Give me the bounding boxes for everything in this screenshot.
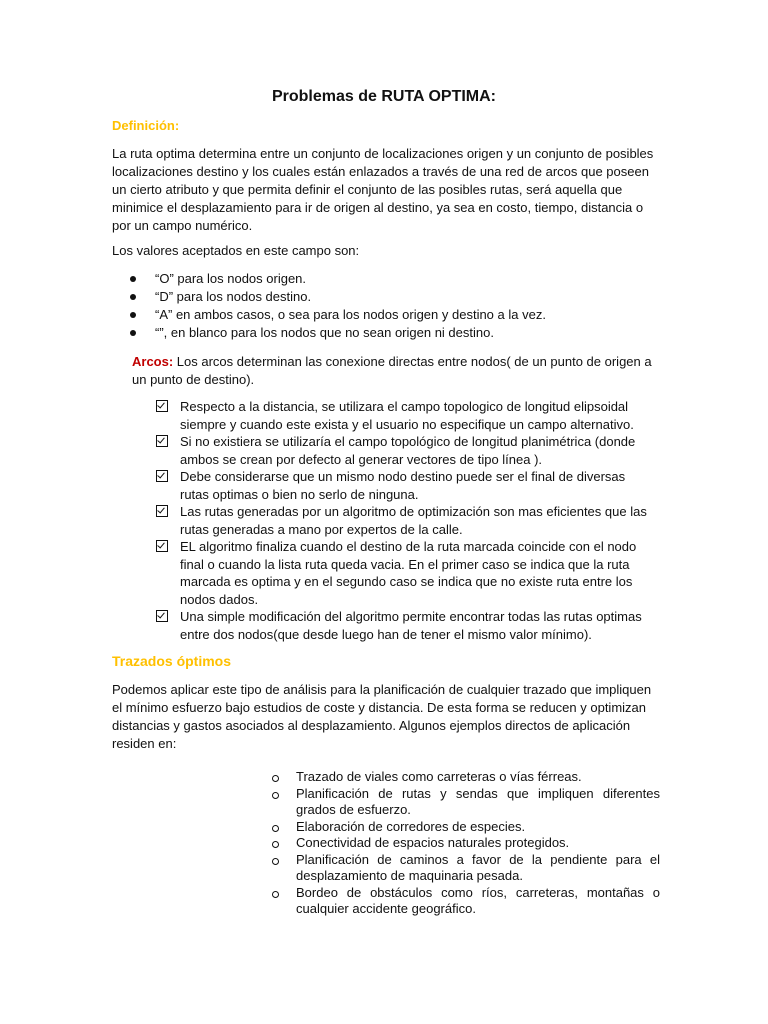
- list-item-text: Si no existiera se utilizaría el campo topológico de longitud planimétrica (donde ambos se crean por defecto al generar vectores de tipo línea ).: [180, 434, 636, 467]
- list-item-text: Conectividad de espacios naturales protegidos.: [296, 835, 570, 850]
- checkbox-checked-icon: [156, 505, 168, 517]
- list-item: [270, 819, 660, 836]
- checkbox-checked-icon: [156, 610, 168, 622]
- circle-bullet-icon: [272, 775, 279, 782]
- list-item: [270, 852, 660, 885]
- list-item-text: Las rutas generadas por un algoritmo de optimización son mas eficientes que las rutas generadas a mano por expertos de la calle.: [180, 504, 647, 537]
- checkbox-checked-icon: [156, 435, 168, 447]
- trazados-heading: Trazados óptimos: [112, 653, 232, 669]
- list-item-text: “D” para los nodos destino.: [155, 289, 312, 304]
- checkbox-checked-icon: [156, 470, 168, 482]
- list-item: [270, 786, 660, 819]
- list-item: [156, 608, 656, 643]
- list-item-text: Debe considerarse que un mismo nodo destino puede ser el final de diversas rutas optimas o bien no serlo de ninguna.: [180, 469, 626, 502]
- list-item: [130, 324, 546, 342]
- list-item-text: EL algoritmo finaliza cuando el destino de la ruta marcada coincide con el nodo final o cuando la lista ruta queda vacia. En el primer caso se indica que la ruta marcada es optima y en el segundo caso se indica que no existe ruta entre los nodos dados.: [180, 539, 637, 607]
- list-item: [156, 398, 656, 433]
- list-item: [156, 538, 656, 608]
- bullet-icon: [130, 330, 136, 336]
- list-item: [156, 468, 656, 503]
- arcos-checklist: [156, 398, 656, 643]
- list-item-text: Bordeo de obstáculos como ríos, carreteras, montañas o cualquier accidente geográfico.: [296, 884, 660, 916]
- bullet-icon: [130, 294, 136, 300]
- arcos-paragraph: [132, 353, 652, 389]
- list-item-text: Planificación de rutas y sendas que impliquen diferentes grados de esfuerzo.: [296, 785, 660, 817]
- list-item-text: “A” en ambos casos, o sea para los nodos origen y destino a la vez.: [155, 307, 546, 322]
- list-item-text: “O” para los nodos origen.: [155, 271, 307, 286]
- circle-bullet-icon: [272, 841, 279, 848]
- list-item: [156, 433, 656, 468]
- checkbox-checked-icon: [156, 540, 168, 552]
- list-item: [270, 835, 660, 852]
- values-list: [130, 270, 546, 342]
- definition-label: Definición:: [112, 118, 180, 133]
- list-item-text: Una simple modificación del algoritmo permite encontrar todas las rutas optimas entre dos nodos(que desde luego han de tener el mismo valor mínimo).: [180, 609, 642, 642]
- trazados-list: [270, 769, 660, 918]
- list-item-text: “”, en blanco para los nodos que no sean origen ni destino.: [155, 325, 494, 340]
- list-item: [130, 306, 546, 324]
- list-item-text: Elaboración de corredores de especies.: [296, 818, 526, 834]
- circle-bullet-icon: [272, 825, 279, 832]
- list-item: [270, 885, 660, 918]
- arcos-label: Arcos:: [132, 354, 174, 369]
- values-intro: Los valores aceptados en este campo son:: [112, 243, 360, 258]
- circle-bullet-icon: [272, 792, 279, 799]
- arcos-text: Los arcos determinan las conexione directas entre nodos( de un punto de origen a un punto de destino).: [132, 354, 652, 387]
- checkbox-checked-icon: [156, 400, 168, 412]
- list-item: [130, 270, 546, 288]
- page-title: Problemas de RUTA OPTIMA:: [271, 88, 497, 105]
- bullet-icon: [130, 276, 136, 282]
- circle-bullet-icon: [272, 858, 279, 865]
- circle-bullet-icon: [272, 891, 279, 898]
- list-item-text: Respecto a la distancia, se utilizara el campo topologico de longitud elipsoidal siempre y cuando este exista y el usuario no especifique un campo alternativo.: [180, 399, 634, 432]
- list-item-text: Trazado de viales como carreteras o vías férreas.: [296, 769, 582, 784]
- trazados-paragraph: Podemos aplicar este tipo de análisis para la planificación de cualquier trazado que impliquen el mínimo esfuerzo bajo estudios de coste y distancia. De esta forma se reducen y optimizan distancias y gastos asociados al desplazamiento. Algunos ejemplos directos de aplicación residen en:: [112, 682, 652, 751]
- list-item: [156, 503, 656, 538]
- list-item: [270, 769, 660, 786]
- definition-paragraph: La ruta optima determina entre un conjunto de localizaciones origen y un conjunto de posibles localizaciones destino y los cuales están enlazados a través de una red de arcos que poseen un cierto atributo y que permita definir el conjunto de las posibles rutas, será aquella que minimice el desplazamiento para ir de origen al destino, ya sea en costo, tiempo, distancia o por un campo numérico.: [112, 146, 654, 233]
- list-item: [130, 288, 546, 306]
- bullet-icon: [130, 312, 136, 318]
- list-item-text: Planificación de caminos a favor de la pendiente para el desplazamiento de maquinaria pesada.: [296, 851, 660, 883]
